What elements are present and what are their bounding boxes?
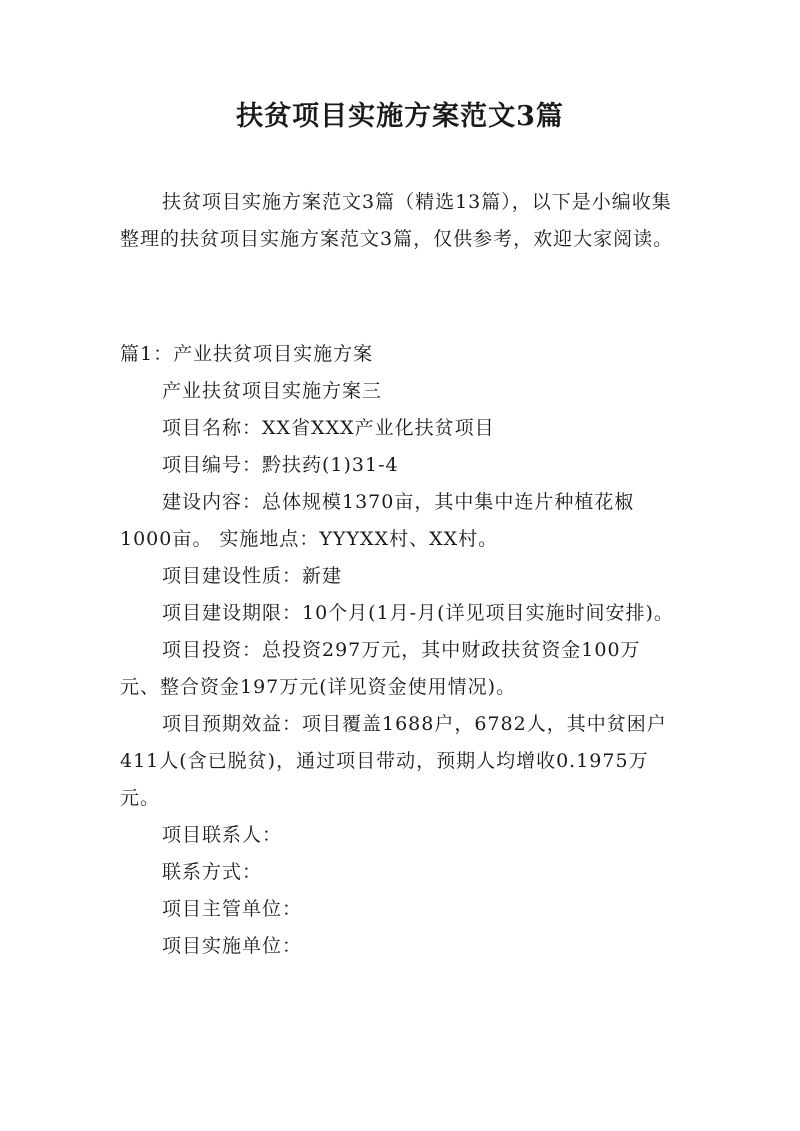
paragraph-subtitle: 产业扶贫项目实施方案三 [162,380,383,402]
section-body [120,373,680,965]
paragraph-investment: 项目投资：总投资297万元，其中财政扶贫资金100万元、整合资金197万元(详见资金使用情况)。 [120,639,641,698]
paragraph-construction-period: 项目建设期限：10个月(1月-月(详见项目实施时间安排)。 [162,602,674,624]
paragraph-construction-content: 建设内容：总体规模1370亩，其中集中连片种植花椒1000亩。 实施地点：YYYXX村、XX村。 [120,491,635,550]
section-heading: 篇1：产业扶贫项目实施方案 [120,343,374,365]
paragraph-implementing-unit: 项目实施单位： [162,935,303,957]
paragraph-contact-person: 项目联系人： [162,824,283,846]
paragraph-supervising-unit: 项目主管单位： [162,898,303,920]
document-title: 扶贫项目实施方案范文3篇 [236,101,564,132]
paragraph-project-number: 项目编号：黔扶药(1)31-4 [162,454,399,476]
paragraph-construction-nature: 项目建设性质：新建 [162,565,343,587]
paragraph-contact-method: 联系方式： [162,861,263,883]
paragraph-expected-benefits: 项目预期效益：项目覆盖1688户，6782人，其中贫困户411人(含已脱贫)，通过项目带动，预期人均增收0.1975万元。 [120,713,667,809]
intro-paragraph: 扶贫项目实施方案范文3篇（精选13篇），以下是小编收集整理的扶贫项目实施方案范文3篇，仅供参考，欢迎大家阅读。 [120,191,674,250]
paragraph-project-name: 项目名称：XX省XXX产业化扶贫项目 [162,417,495,439]
